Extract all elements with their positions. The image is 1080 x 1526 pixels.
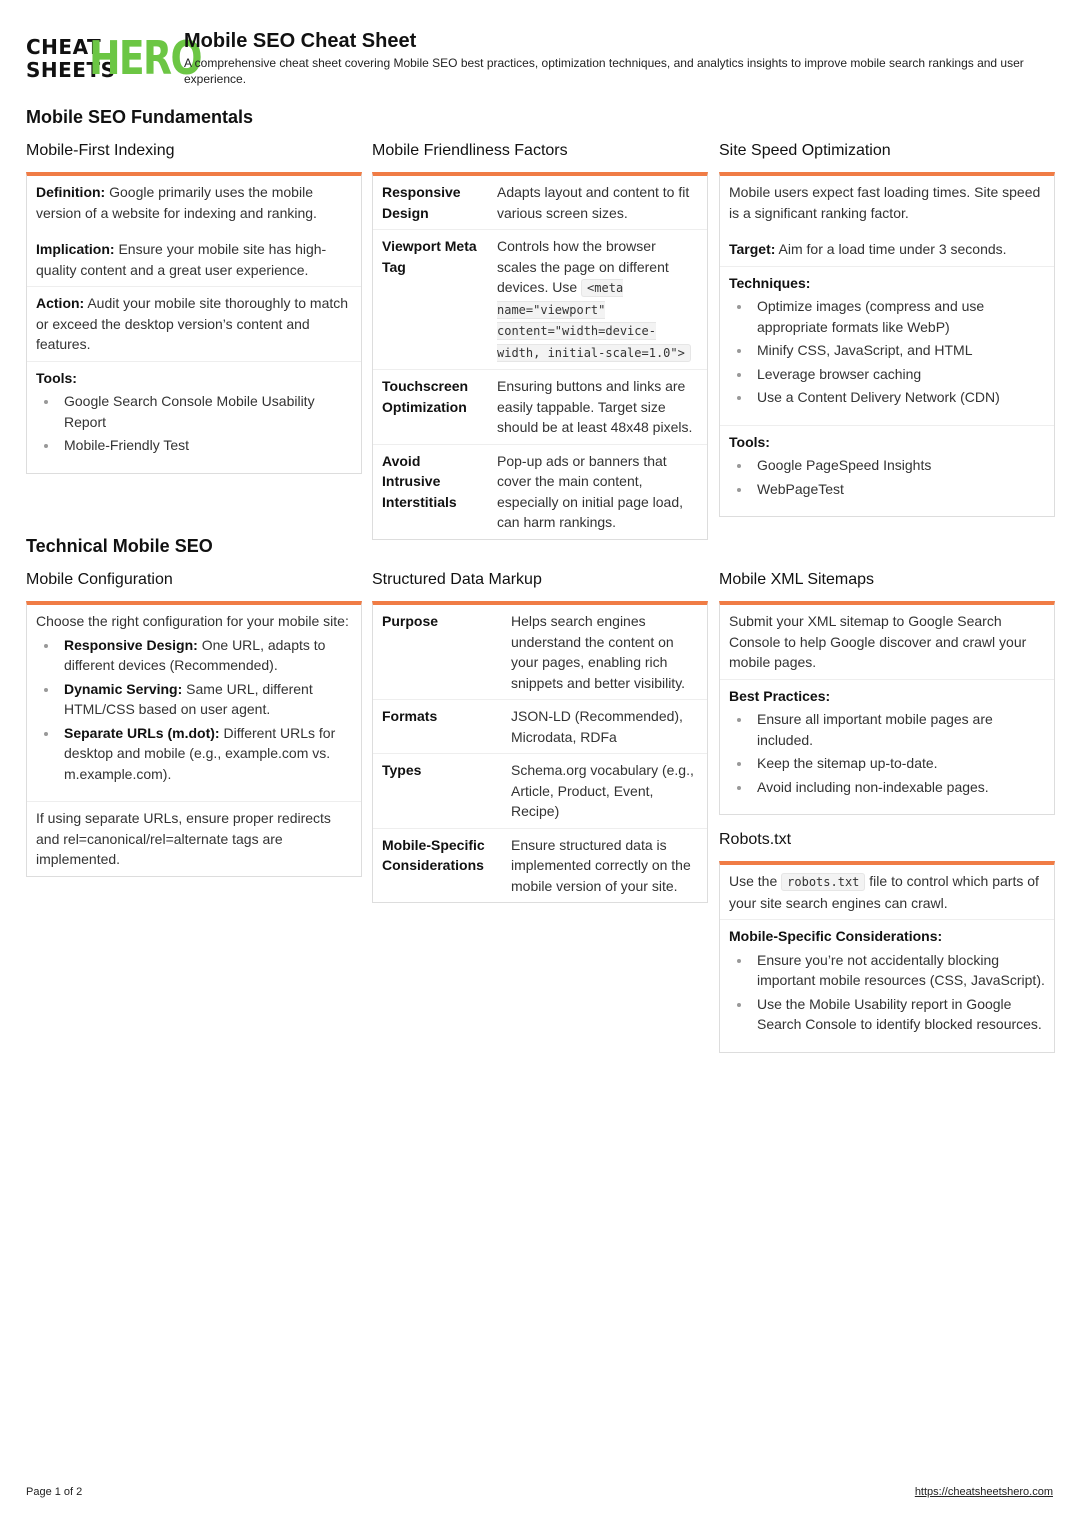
config-options-row: [27, 605, 361, 802]
list-item: Ensure you’re not accidentally blocking important mobile resources (CSS, JavaScript).: [757, 950, 1045, 991]
table-row: [373, 230, 707, 370]
list-item: Minify CSS, JavaScript, and HTML: [757, 340, 1045, 361]
tools-list: [729, 455, 1045, 499]
page-number: Page 1 of 2: [26, 1486, 83, 1498]
logo-cheat: CHEAT: [26, 35, 102, 59]
sitemaps-intro: Submit your XML sitemap to Google Search Console to help Google discover and crawl your mobile pages.: [729, 613, 1027, 670]
table-row: [373, 176, 707, 230]
logo-sheets: SHEETS: [26, 58, 116, 82]
table-row: [373, 700, 707, 754]
tools-list: [36, 391, 352, 456]
table-value: Pop-up ads or banners that cover the main content, especially on initial page load, can harm rankings.: [497, 452, 684, 530]
definition-label: Definition:: [36, 184, 106, 200]
mobile-configuration-card: [26, 601, 362, 877]
page-title: Mobile SEO Cheat Sheet: [184, 30, 417, 52]
structured-data-column: [372, 569, 708, 903]
mobile-first-indexing-card: [26, 172, 362, 474]
sitemaps-column: [719, 569, 1055, 1053]
tools-label: Tools:: [729, 433, 770, 450]
config-note-row: [27, 802, 361, 876]
column-title: Mobile Friendliness Factors: [372, 142, 568, 159]
robots-considerations-row: [720, 920, 1054, 1052]
header: [26, 30, 1054, 90]
mobile-configuration-column: [26, 569, 362, 877]
footer-link[interactable]: https://cheatsheetshero.com: [914, 1486, 1053, 1498]
table-key: Mobile-Specific Considerations: [382, 836, 485, 873]
table-value: Ensure structured data is implemented correctly on the mobile version of your site.: [511, 836, 691, 894]
speed-intro: Mobile users expect fast loading times. Site speed is a significant ranking factor.: [729, 184, 1041, 221]
list-item: [64, 679, 352, 720]
definition-text: Google primarily uses the mobile version of a website for indexing and ranking.: [36, 184, 317, 221]
sitemaps-card: [719, 601, 1055, 815]
option-text: Same URL, different HTML/CSS based on user agent.: [64, 680, 313, 717]
structured-table: [373, 605, 707, 902]
column-title: Structured Data Markup: [372, 571, 542, 588]
table-key: Touchscreen Optimization: [373, 370, 488, 445]
best-practices-list: [729, 709, 1045, 797]
option-label: Dynamic Serving:: [64, 680, 183, 697]
logo-hero: HERO: [89, 31, 201, 85]
table-key: Viewport Meta Tag: [373, 230, 488, 370]
table-value: JSON-LD (Recommended), Microdata, RDFa: [502, 700, 707, 754]
techniques-label: Techniques:: [729, 274, 811, 291]
considerations-list: [729, 950, 1045, 1035]
page-subtitle: A comprehensive cheat sheet covering Mobile SEO best practices, optimization techniques, and analytics insights to improve mobile search rankings and user experience.: [184, 56, 1024, 86]
table-row: [373, 444, 707, 539]
robots-code: robots.txt: [781, 873, 865, 891]
considerations-label: Mobile-Specific Considerations:: [729, 928, 943, 944]
mobile-friendliness-card: [372, 172, 708, 540]
action-label: Action:: [36, 295, 85, 311]
section-title-technical: Technical Mobile SEO: [26, 536, 213, 556]
list-item: WebPageTest: [757, 479, 1045, 500]
config-intro: Choose the right configuration for your mobile site:: [36, 613, 349, 629]
table-value: Schema.org vocabulary (e.g., Article, Product, Event, Recipe): [502, 754, 707, 829]
list-item: Avoid including non-indexable pages.: [757, 777, 1045, 798]
table-value: Adapts layout and content to fit various screen sizes.: [488, 176, 707, 230]
table-key: Formats: [373, 700, 502, 754]
table-row: [373, 828, 707, 902]
list-item: Optimize images (compress and use appropriate formats like WebP): [757, 296, 1045, 337]
site-speed-column: [719, 140, 1055, 517]
robots-card: [719, 861, 1055, 1053]
robots-intro-before: Use the: [729, 873, 782, 889]
best-practices-row: [720, 680, 1054, 815]
column-title: Mobile-First Indexing: [26, 142, 175, 159]
table-key: Purpose: [373, 605, 502, 700]
config-list: [36, 635, 352, 785]
speed-tools-row: [720, 426, 1054, 517]
friendliness-table: [373, 176, 707, 539]
table-key: Types: [373, 754, 502, 829]
cheatsheetshero-logo[interactable]: [26, 31, 201, 85]
mobile-first-indexing-column: [26, 140, 362, 474]
table-key: Avoid Intrusive Interstitials: [382, 452, 457, 510]
table-row: [373, 370, 707, 445]
table-key: Responsive Design: [373, 176, 488, 230]
table-value: Ensuring buttons and links are easily tappable. Target size should be at least 48x48 pixels.: [488, 370, 707, 445]
target-label: Target:: [729, 241, 776, 257]
table-row: [373, 605, 707, 700]
site-speed-card: [719, 172, 1055, 517]
list-item: Use a Content Delivery Network (CDN): [757, 387, 1045, 408]
table-value: Helps search engines understand the content on your pages, enabling rich snippets and better visibility.: [502, 605, 707, 700]
tools-row: [27, 362, 361, 473]
target-text: Aim for a load time under 3 seconds.: [775, 241, 1007, 257]
option-text: Different URLs for desktop and mobile (e.g., example.com vs. m.example.com).: [64, 724, 336, 782]
column-title: Mobile Configuration: [26, 571, 173, 588]
table-row: [373, 754, 707, 829]
tools-label: Tools:: [36, 369, 77, 386]
list-item: Use the Mobile Usability report in Google Search Console to identify blocked resources.: [757, 994, 1045, 1035]
techniques-list: [729, 296, 1045, 408]
column-title: Site Speed Optimization: [719, 142, 891, 159]
list-item: Ensure all important mobile pages are included.: [757, 709, 1045, 750]
section-title-fundamentals: Mobile SEO Fundamentals: [26, 107, 254, 127]
list-item: Mobile-Friendly Test: [64, 435, 352, 456]
action-row: [27, 287, 361, 362]
best-practices-label: Best Practices:: [729, 687, 831, 704]
config-note: If using separate URLs, ensure proper redirects and rel=canonical/rel=alternate tags are implemented.: [36, 810, 331, 867]
list-item: Google Search Console Mobile Usability Report: [64, 391, 352, 432]
definition-row: [27, 176, 361, 287]
option-text: One URL, adapts to different devices (Recommended).: [64, 636, 326, 673]
techniques-row: [720, 267, 1054, 426]
table-value: [488, 230, 707, 370]
list-item: [64, 723, 352, 785]
list-item: [64, 635, 352, 676]
speed-intro-row: [720, 176, 1054, 267]
column-title: Robots.txt: [719, 831, 792, 848]
viewport-text: Controls how the browser scales the page on different devices. Use: [497, 238, 669, 295]
column-title: Mobile XML Sitemaps: [719, 571, 875, 588]
structured-data-card: [372, 601, 708, 903]
option-label: Separate URLs (m.dot):: [64, 724, 220, 741]
viewport-code: <meta name="viewport" content="width=device-width, initial-scale=1.0">: [497, 279, 691, 362]
list-item: Leverage browser caching: [757, 364, 1045, 385]
mobile-friendliness-column: [372, 140, 708, 540]
implication-text: Ensure your mobile site has high-quality content and a great user experience.: [36, 241, 327, 278]
robots-intro-after: file to control which parts of your site search engines can crawl.: [729, 873, 1039, 911]
action-text: Audit your mobile site thoroughly to match or exceed the desktop version’s content and features.: [36, 295, 349, 352]
option-label: Responsive Design:: [64, 636, 198, 653]
implication-label: Implication:: [36, 241, 115, 257]
list-item: Google PageSpeed Insights: [757, 455, 1045, 476]
sitemaps-intro-row: [720, 605, 1054, 680]
robots-intro-row: [720, 865, 1054, 920]
list-item: Keep the sitemap up-to-date.: [757, 753, 1045, 774]
